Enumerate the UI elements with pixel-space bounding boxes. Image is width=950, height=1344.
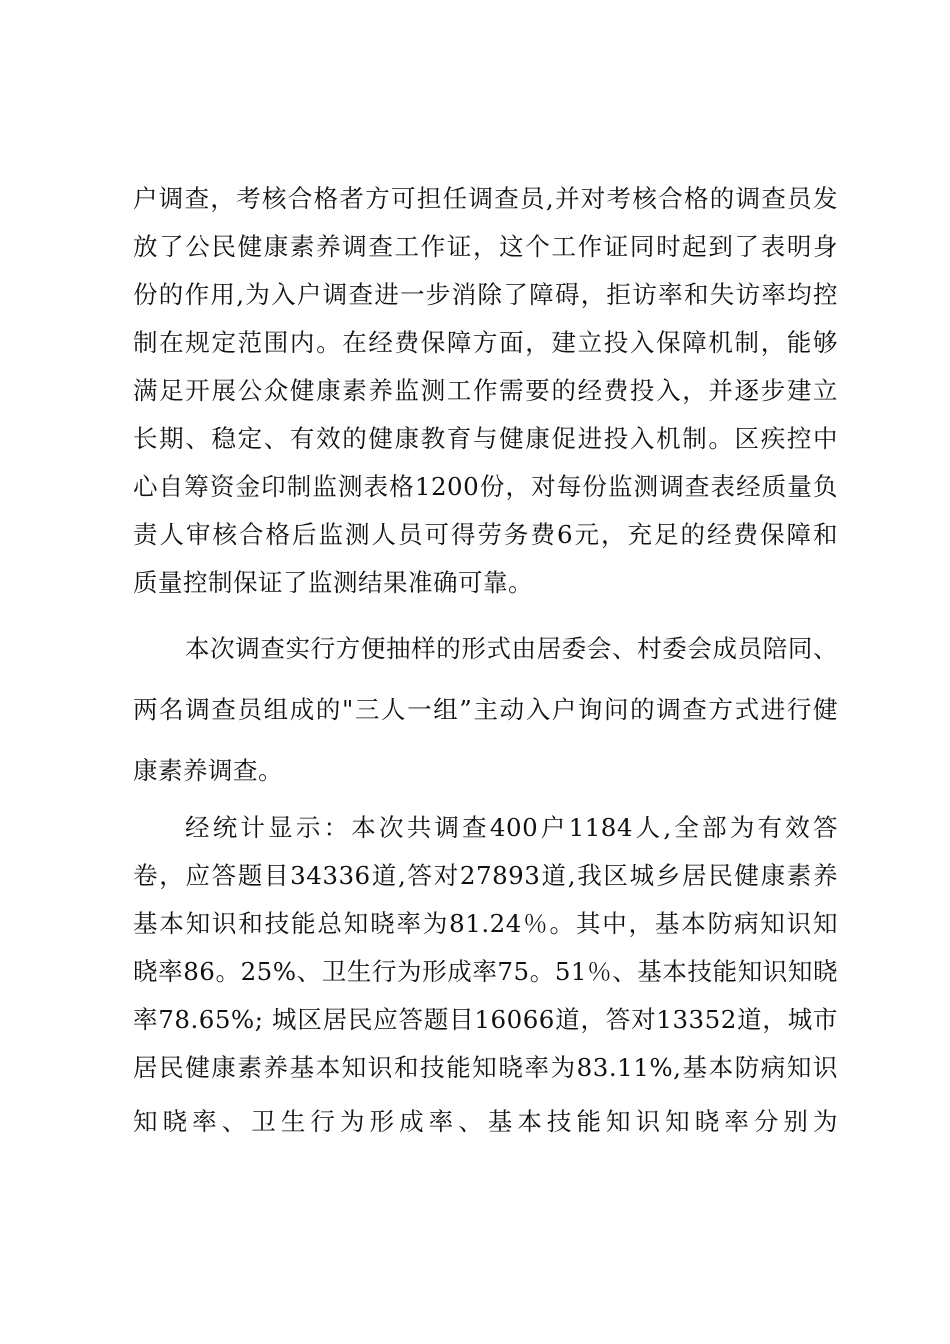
paragraph-1-line-3: 份的作用,为入户调查进一步消除了障碍，拒访率和失访率均控 (133, 280, 838, 309)
paragraph-3-line-3: 基本知识和技能总知晓率为81.24％。其中，基本防病知识知 (133, 909, 838, 938)
paragraph-3-line-1: 经统计显示：本次共调查400户1184人,全部为有效答 (185, 813, 838, 842)
paragraph-2-line-2: 两名调查员组成的"三人一组”主动入户询问的调查方式进行健 (133, 695, 838, 724)
paragraph-1-line-5: 满足开展公众健康素养监测工作需要的经费投入，并逐步建立 (133, 376, 838, 405)
paragraph-1-line-1: 户调查，考核合格者方可担任调查员,并对考核合格的调查员发 (133, 184, 838, 213)
paragraph-1-line-2: 放了公民健康素养调查工作证，这个工作证同时起到了表明身 (133, 232, 838, 261)
paragraph-1-line-6: 长期、稳定、有效的健康教育与健康促进投入机制。区疾控中 (133, 424, 838, 453)
paragraph-3-line-4: 晓率86。25%、卫生行为形成率75。51％、基本技能知识知晓 (133, 957, 838, 986)
paragraph-3-line-2: 卷，应答题目34336道,答对27893道,我区城乡居民健康素养 (133, 861, 838, 890)
paragraph-1-line-9: 质量控制保证了监测结果准确可靠。 (133, 568, 533, 597)
paragraph-1-line-4: 制在规定范围内。在经费保障方面，建立投入保障机制，能够 (133, 328, 838, 357)
paragraph-3-line-6: 居民健康素养基本知识和技能知晓率为83.11%,基本防病知识 (133, 1053, 838, 1082)
paragraph-2-line-1: 本次调查实行方便抽样的形式由居委会、村委会成员陪同、 (185, 634, 838, 663)
paragraph-1-line-8: 责人审核合格后监测人员可得劳务费6元，充足的经费保障和 (133, 520, 838, 549)
paragraph-3-line-7: 知晓率、卫生行为形成率、基本技能知识知晓率分别为 (133, 1107, 838, 1136)
paragraph-3-line-5: 率78.65%; 城区居民应答题目16066道，答对13352道，城市 (133, 1005, 838, 1034)
paragraph-1-line-7: 心自筹资金印制监测表格1200份，对每份监测调查表经质量负 (133, 472, 838, 501)
paragraph-2-line-3: 康素养调查。 (133, 756, 283, 785)
